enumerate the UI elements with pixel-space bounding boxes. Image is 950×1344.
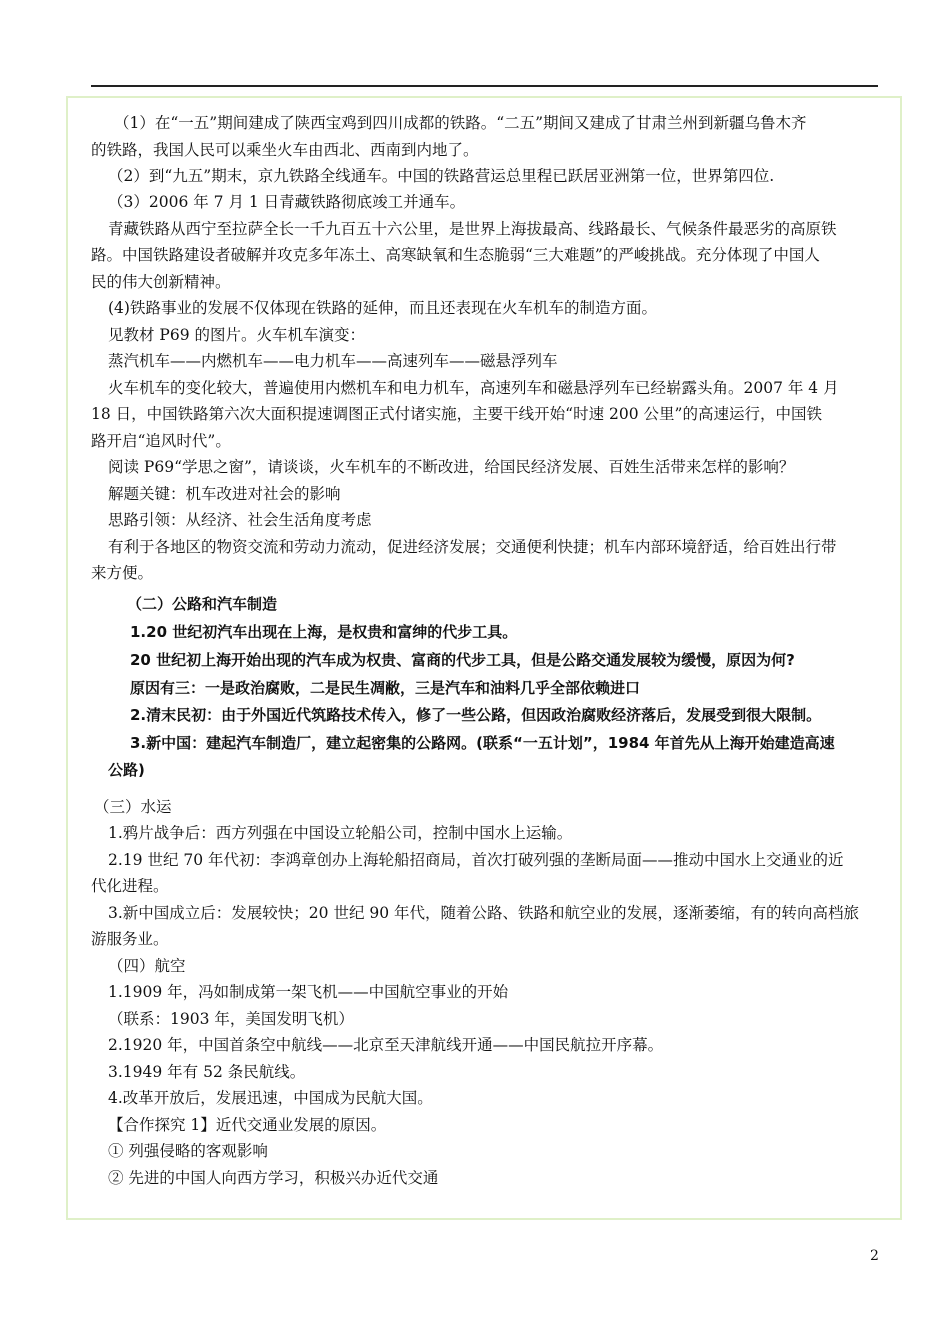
text-line: 游服务业。	[91, 930, 169, 948]
text-line: 20 世纪初上海开始出现的汽车成为权贵、富商的代步工具，但是公路交通发展较为缓慢，原因为何?	[130, 651, 795, 669]
section-heading: （四）航空	[108, 957, 186, 975]
text-line: 青藏铁路从西宁至拉萨全长一千九百五十六公里，是世界上海拔最高、线路最长、气候条件最恶劣的高原铁	[108, 220, 837, 238]
text-line: 解题关键：机车改进对社会的影响	[108, 485, 341, 503]
text-line: （2）到“九五”期末，京九铁路全线通车。中国的铁路营运总里程已跃居亚洲第一位，世界第四位.	[108, 167, 775, 185]
text-line: 有利于各地区的物资交流和劳动力流动，促进经济发展；交通便利快捷；机车内部环境舒适，给百姓出行带	[108, 538, 837, 556]
text-line: 路。中国铁路建设者破解并攻克多年冻土、高寒缺氧和生态脆弱“三大难题”的严峻挑战。充分体现了中国人	[91, 246, 820, 264]
text-line: （3）2006 年 7 月 1 日青藏铁路彻底竣工并通车。	[108, 193, 466, 211]
text-line: 1.1909 年，冯如制成第一架飞机——中国航空事业的开始	[108, 983, 509, 1001]
text-line: 4.改革开放后，发展迅速，中国成为民航大国。	[108, 1089, 433, 1107]
text-line: 公路)	[108, 761, 145, 779]
text-line: 代化进程。	[91, 877, 169, 895]
text-line: 【合作探究 1】近代交通业发展的原因。	[108, 1116, 387, 1134]
header-rule	[91, 85, 878, 87]
text-line: 路开启“追风时代”。	[91, 432, 231, 450]
text-line: 2.19 世纪 70 年代初：李鸿章创办上海轮船招商局，首次打破列强的垄断局面——推动中国水上交通业的近	[108, 851, 844, 869]
text-line: 1.鸦片战争后：西方列强在中国设立轮船公司，控制中国水上运输。	[108, 824, 573, 842]
text-line: ① 列强侵略的客观影响	[108, 1142, 268, 1160]
text-line: 阅读 P69“学思之窗”，请谈谈，火车机车的不断改进，给国民经济发展、百姓生活带来怎样的影响？	[108, 458, 795, 476]
section-heading: （二）公路和汽车制造	[127, 595, 278, 613]
text-line: （联系：1903 年，美国发明飞机）	[108, 1010, 354, 1028]
text-line: 3.1949 年有 52 条民航线。	[108, 1063, 306, 1081]
text-line: (4)铁路事业的发展不仅体现在铁路的延伸，而且还表现在火车机车的制造方面。	[108, 299, 657, 317]
text-line: 的铁路，我国人民可以乘坐火车由西北、西南到内地了。	[91, 141, 479, 159]
section-heading: （三）水运	[94, 798, 172, 816]
text-line: 见教材 P69 的图片。火车机车演变：	[108, 326, 366, 344]
text-line: ② 先进的中国人向西方学习，积极兴办近代交通	[108, 1169, 439, 1187]
text-line: 18 日，中国铁路第六次大面积提速调图正式付诸实施，主要干线开始“时速 200 公里”的高速运行，中国铁	[91, 405, 822, 423]
text-line: 2.1920 年，中国首条空中航线——北京至天津航线开通——中国民航拉开序幕。	[108, 1036, 664, 1054]
text-line: 3.新中国成立后：发展较快；20 世纪 90 年代，随着公路、铁路和航空业的发展，逐渐萎缩，有的转向高档旅	[108, 904, 860, 922]
page-number: 2	[870, 1248, 879, 1264]
text-line: 火车机车的变化较大，普遍使用内燃机车和电力机车，高速列车和磁悬浮列车已经崭露头角。2007 年 4 月	[108, 379, 839, 397]
text-line: 思路引领：从经济、社会生活角度考虑	[108, 511, 372, 529]
text-line: 2.清末民初：由于外国近代筑路技术传入，修了一些公路，但因政治腐败经济落后，发展受到很大限制。	[130, 706, 822, 724]
text-line: （1）在“一五”期间建成了陕西宝鸡到四川成都的铁路。“二五”期间又建成了甘肃兰州到新疆乌鲁木齐	[114, 114, 807, 132]
text-line: 来方便。	[91, 564, 154, 582]
text-line: 原因有三：一是政治腐败，二是民生凋敝，三是汽车和油料几乎全部依赖进口	[130, 679, 641, 697]
text-line: 蒸汽机车——内燃机车——电力机车——高速列车——磁悬浮列车	[108, 352, 558, 370]
text-line: 1.20 世纪初汽车出现在上海，是权贵和富绅的代步工具。	[130, 623, 518, 641]
text-line: 3.新中国：建起汽车制造厂，建立起密集的公路网。(联系“一五计划”，1984 年首先从上海开始建造高速	[130, 734, 835, 752]
text-line: 民的伟大创新精神。	[91, 273, 231, 291]
